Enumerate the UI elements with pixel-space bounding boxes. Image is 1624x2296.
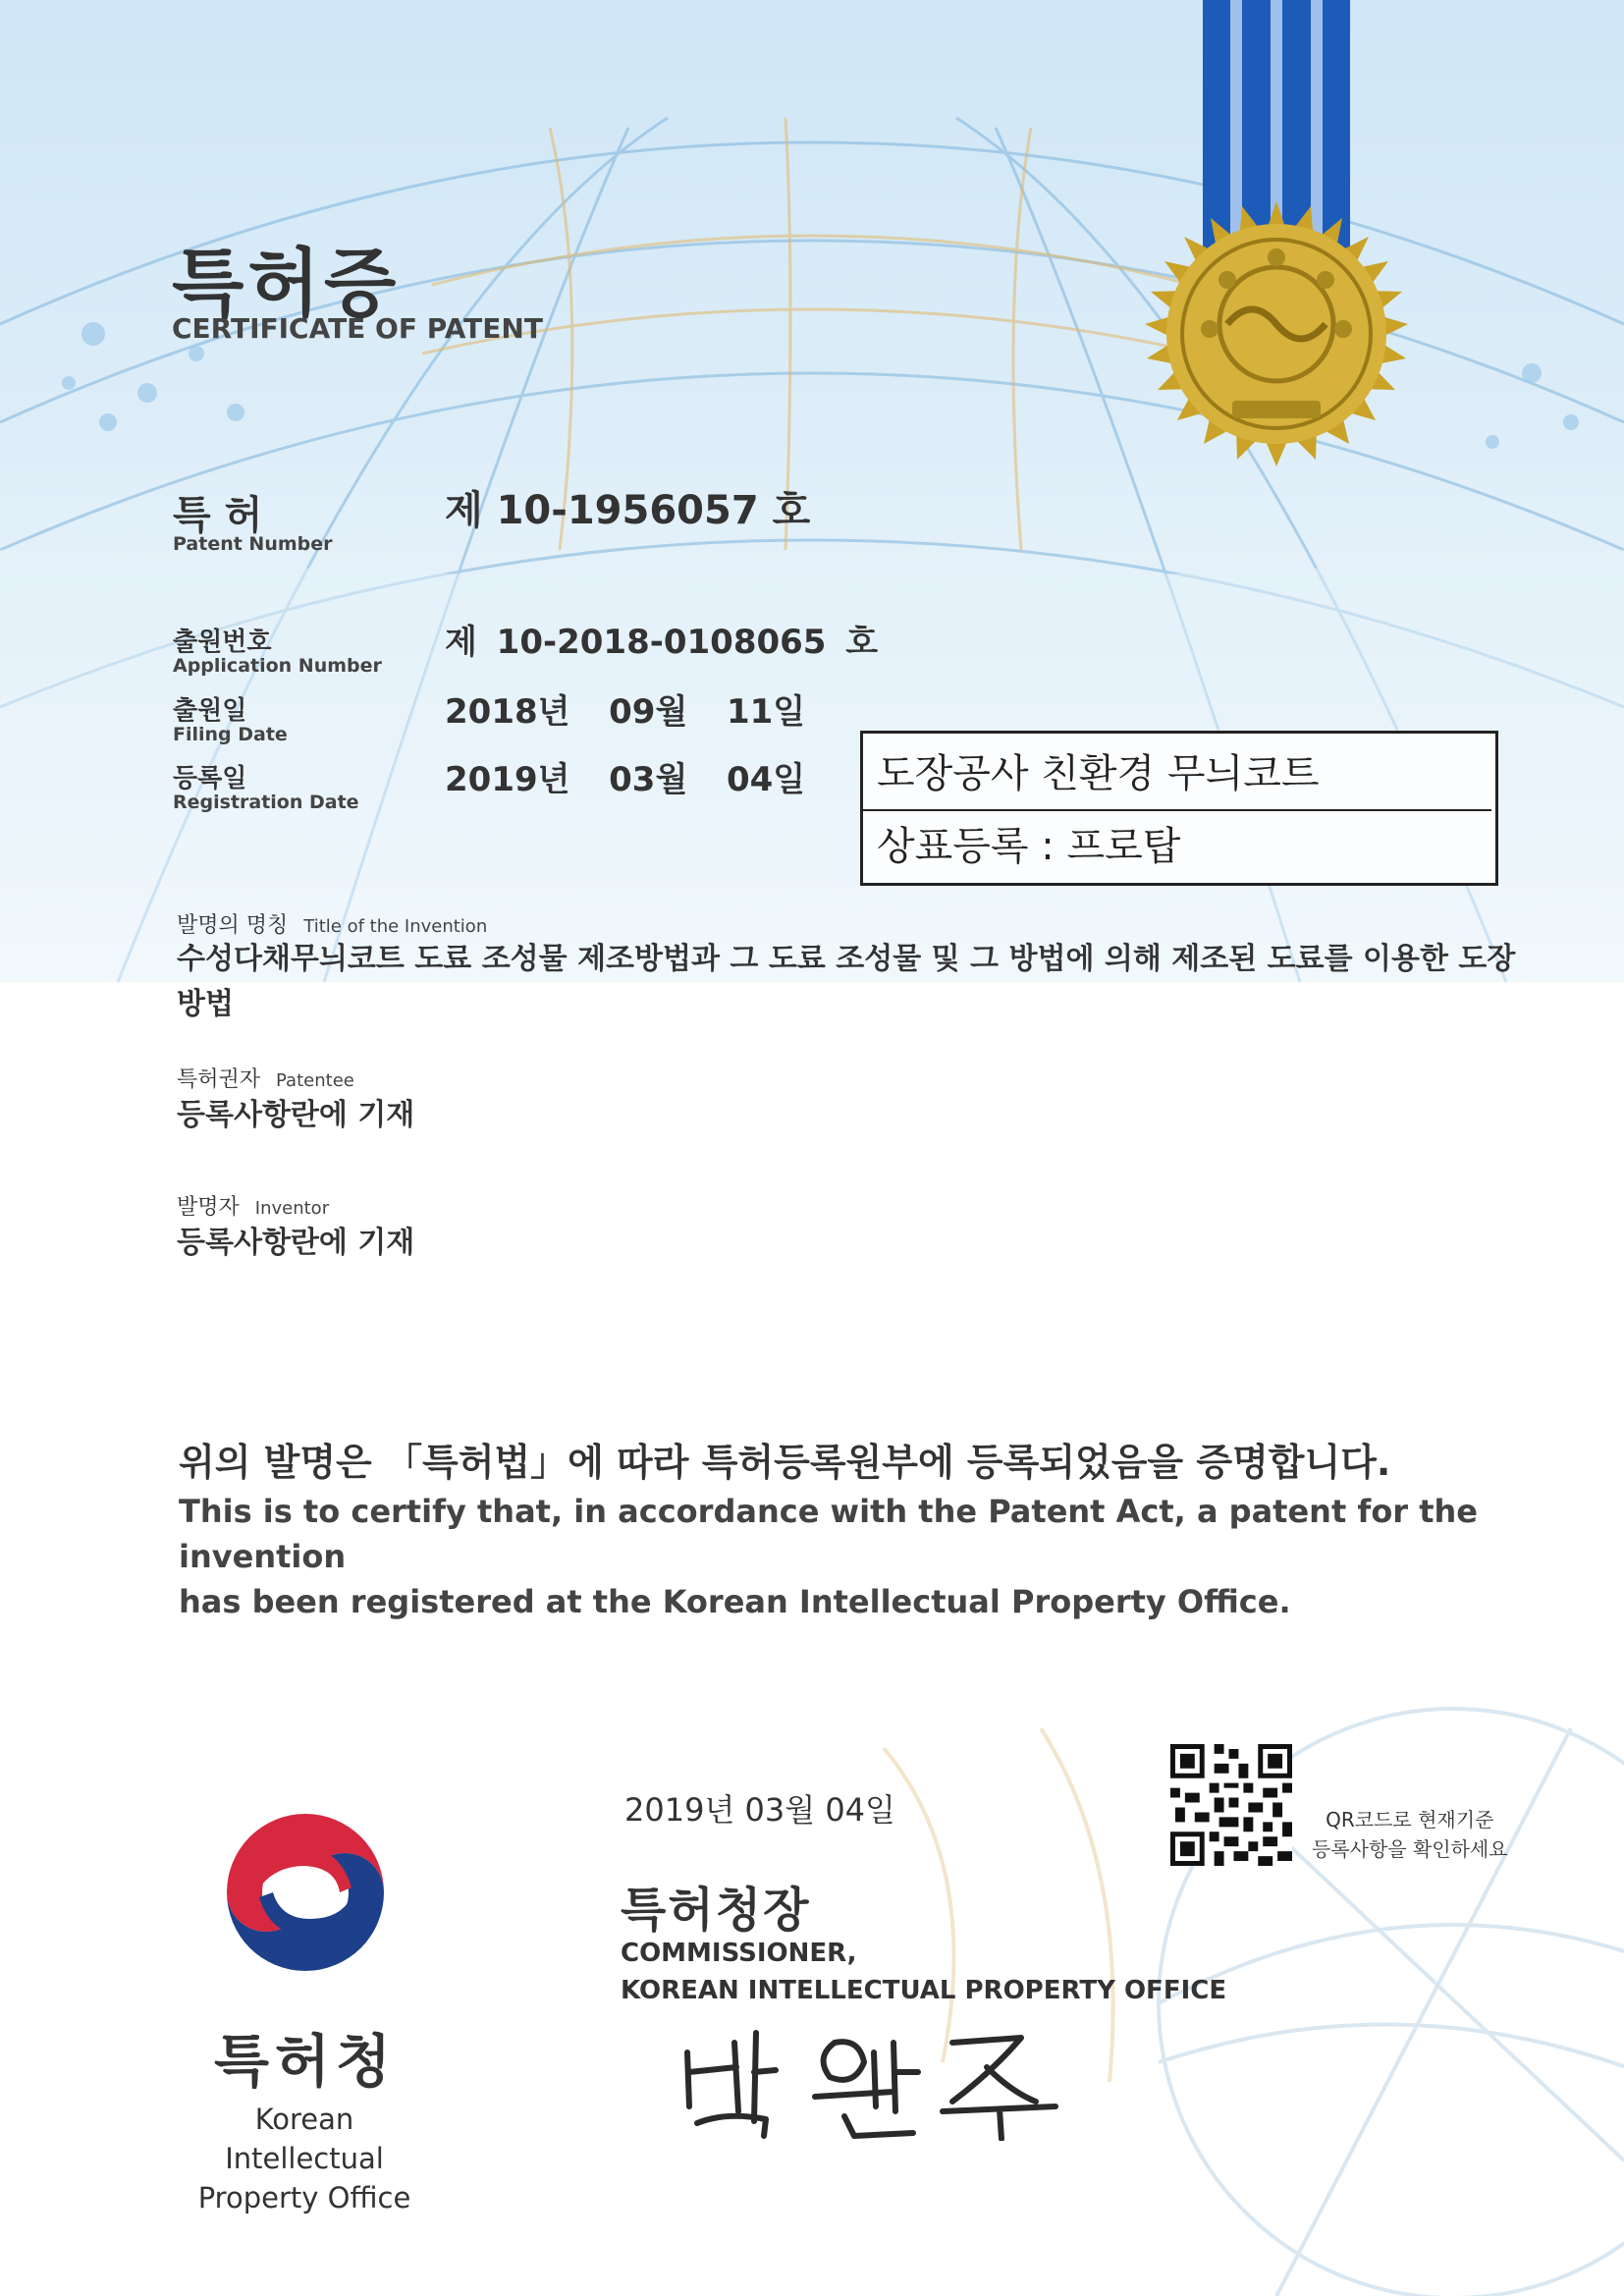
inventor-label [177,1190,329,1221]
inventor-value: 등록사항란에 기재 [177,1226,415,1260]
invention-label [177,908,487,939]
invention-label-en: Title of the Invention [303,916,488,937]
certification-en-line-2: has been registered at the Korean Intellectual Property Office. [179,1583,1291,1620]
application-number-label-ko: 출원번호 [173,628,272,657]
application-number-label-en: Application Number [173,655,382,677]
certificate-title-ko: 특허증 [172,240,401,327]
inventor-label-ko: 발명자 [177,1195,240,1220]
invention-title [177,937,1551,1027]
filing-date-label-ko: 출원일 [173,696,247,726]
certification-text-en [179,1489,1534,1624]
kipo-name-en-line-2: Property Office [197,2181,411,2214]
patentee-label [177,1063,354,1093]
signature [668,2013,1080,2141]
commissioner-title-en [621,1935,1226,2009]
kipo-name-en-line-1: Korean Intellectual [225,2103,384,2175]
patent-number-label-ko: 특 허 [173,493,263,538]
issue-date: 2019년 03월 04일 [624,1791,895,1829]
registration-date-value: 2019년 03월 04일 [445,760,806,799]
invention-title-line-1: 수성다채무늬코트 도료 조성물 제조방법과 그 도료 조성물 및 그 방법에 의해 제조된 도료를 이용한 도장 [177,942,1516,976]
registration-date-label-ko: 등록일 [173,764,247,793]
inventor-label-en: Inventor [254,1198,330,1219]
qr-note-line-2: 등록사항을 확인하세요 [1312,1837,1508,1861]
patentee-label-en: Patentee [276,1070,354,1091]
commissioner-title-ko: 특허청장 [621,1883,811,1938]
qr-note-line-1: QR코드로 현재기준 [1326,1808,1494,1831]
certification-text-ko: 위의 발명은 「특허법」에 따라 특허등록원부에 등록되었음을 증명합니다. [179,1441,1391,1484]
filing-date-value: 2018년 09월 11일 [445,692,806,732]
certificate-title-en: CERTIFICATE OF PATENT [172,312,543,345]
stamp-line-1: 도장공사 친환경 무늬코트 [877,751,1320,796]
application-number-value: 제 10-2018-0108065 호 [445,623,879,662]
commissioner-en-line-2: KOREAN INTELLECTUAL PROPERTY OFFICE [621,1976,1227,2005]
patent-number-label-en: Patent Number [173,533,333,555]
kipo-name-ko: 특허청 [214,2028,398,2095]
patentee-label-ko: 특허권자 [177,1067,261,1092]
patent-number-value: 제 10-1956057 호 [445,488,811,533]
gold-seal-icon [1070,0,1483,629]
kipo-logo-icon [212,1799,399,1986]
certification-en-line-1: This is to certify that, in accordance with the Patent Act, a patent for the invention [179,1493,1478,1575]
filing-date-label-en: Filing Date [173,724,288,745]
stamp-line-2: 상표등록 : 프로탑 [877,824,1181,869]
kipo-name-en [172,2100,437,2217]
invention-title-line-2: 방법 [177,987,234,1021]
patentee-value: 등록사항란에 기재 [177,1098,415,1132]
stamp-divider [863,809,1491,811]
registration-date-label-en: Registration Date [173,792,359,813]
qr-code-icon [1170,1744,1292,1866]
qr-note [1312,1805,1508,1864]
invention-label-ko: 발명의 명칭 [177,913,289,938]
commissioner-en-line-1: COMMISSIONER, [621,1939,857,1968]
